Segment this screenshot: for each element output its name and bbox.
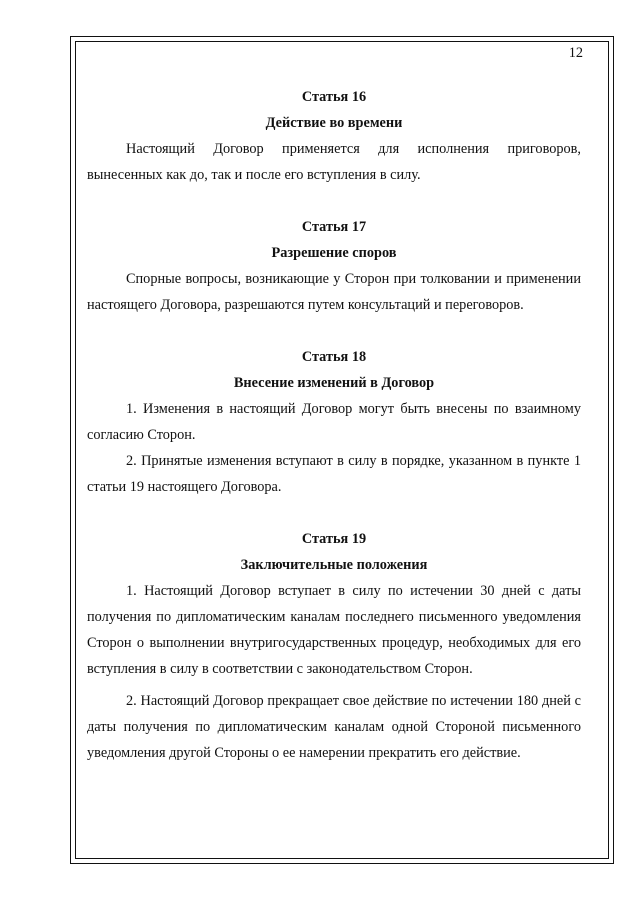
article-number: Статья 19	[301, 531, 367, 547]
article-paragraph: 1. Изменения в настоящий Договор могут быть внесены по взаимному согласию Сторон.	[87, 401, 581, 443]
article-title: Внесение изменений в Договор	[233, 375, 435, 391]
article-paragraph: Настоящий Договор применяется для исполнения приговоров, вынесенных как до, так и после его вступления в силу.	[87, 141, 581, 183]
page-number: 12	[568, 45, 583, 61]
document-body	[87, 40, 581, 766]
article-paragraph: 2. Настоящий Договор прекращает свое действие по истечении 180 дней с даты получения по дипломатическим каналам одной Стороной письменного уведомления другой Стороны о ее намерении прекратить его действие.	[87, 693, 581, 761]
article-16	[87, 84, 581, 188]
article-number: Статья 16	[301, 89, 367, 105]
article-title: Разрешение споров	[271, 245, 397, 261]
article-paragraph: 1. Настоящий Договор вступает в силу по истечении 30 дней с даты получения по дипломатическим каналам последнего письменного уведомления Сторон о выполнении внутригосударственных процедур, необходимых для его вступления в силу в соответствии с законодательством Сторон.	[87, 583, 581, 677]
article-19	[87, 526, 581, 766]
article-17	[87, 214, 581, 318]
article-number: Статья 17	[301, 219, 367, 235]
article-paragraph: 2. Принятые изменения вступают в силу в порядке, указанном в пункте 1 статьи 19 настоящего Договора.	[87, 453, 581, 495]
article-paragraph: Спорные вопросы, возникающие у Сторон при толковании и применении настоящего Договора, разрешаются путем консультаций и переговоров.	[87, 271, 581, 313]
article-title: Действие во времени	[265, 115, 403, 131]
article-number: Статья 18	[301, 349, 367, 365]
article-title: Заключительные положения	[240, 557, 428, 573]
article-18	[87, 344, 581, 500]
